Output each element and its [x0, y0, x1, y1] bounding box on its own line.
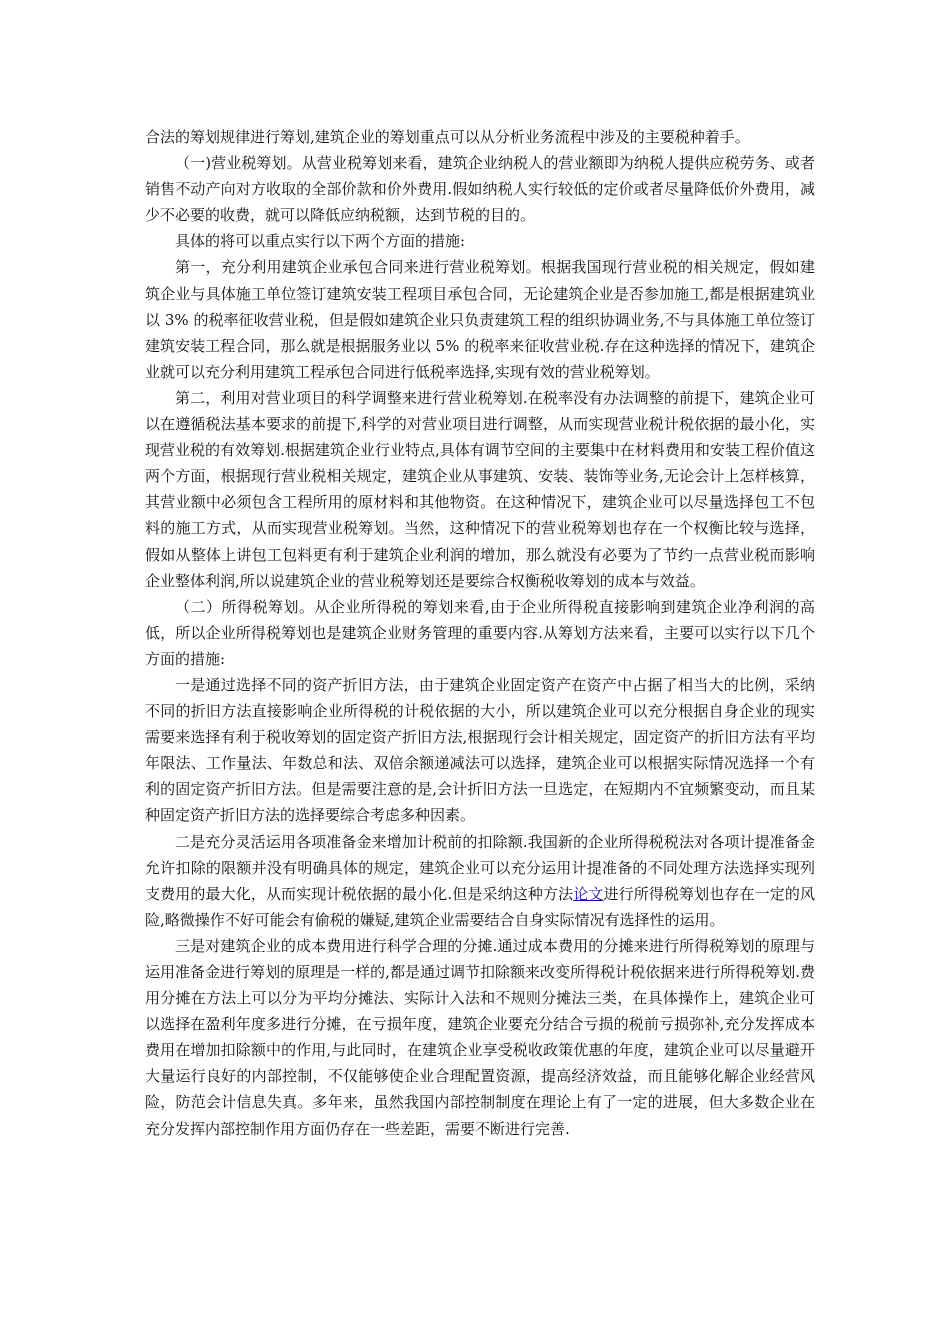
paragraph-measures-intro: 具体的将可以重点实行以下两个方面的措施:: [175, 232, 466, 251]
paragraph-intro: 合法的筹划规律进行筹划,建筑企业的筹划重点可以从分析业务流程中涉及的主要税种着手。: [145, 128, 750, 146]
paragraph-reserves-after: 进行所得税筹划也存在一定的风险,略微操作不好可能会有偷税的嫌疑,建筑企业需要结合自身实际情况有选择性的运用。: [145, 884, 815, 929]
thesis-link[interactable]: 论文: [573, 884, 604, 903]
paragraph-first-measure: 第一，充分利用建筑企业承包合同来进行营业税筹划。根据我国现行营业税的相关规定，假如建筑企业与具体施工单位签订建筑安装工程项目承包合同，无论建筑企业是否参加施工,都是根据建筑业以 3% 的税率征收营业税，但是假如建筑企业只负责建筑工程的组织协调业务,不与具体施工单位签订建筑安装工程合同，那么就是根据服务业以 5% 的税率来征收营业税.存在这种选择的情况下，建筑企业就可以充分利用建筑工程承包合同进行低税率选择,实现有效的营业税筹划。: [145, 258, 815, 381]
document-body: [145, 124, 815, 1142]
paragraph-reserves-before: 二是充分灵活运用各项准备金来增加计税前的扣除额.我国新的企业所得税税法对各项计提准备金允许扣除的限额并没有明确具体的规定，建筑企业可以充分运用计提准备的不同处理方法选择实现列支费用的最大化，从而实现计税依据的最小化.但是采纳这种方法: [145, 832, 815, 903]
paragraph-income-tax: （二）所得税筹划。从企业所得税的筹划来看,由于企业所得税直接影响到建筑企业净利润的高低，所以企业所得税筹划也是建筑企业财务管理的重要内容.从筹划方法来看，主要可以实行以下几个方面的措施:: [145, 597, 815, 668]
paragraph-second-measure: 第二，利用对营业项目的科学调整来进行营业税筹划.在税率没有办法调整的前提下，建筑企业可以在遵循税法基本要求的前提下,科学的对营业项目进行调整，从而实现营业税计税依据的最小化，实现营业税的有效筹划.根据建筑企业行业特点,具体有调节空间的主要集中在材料费用和安装工程价值这两个方面，根据现行营业税相关规定，建筑企业从事建筑、安装、装饰等业务,无论会计上怎样核算，其营业额中必须包含工程所用的原材料和其他物资。在这种情况下，建筑企业可以尽量选择包工不包料的施工方式，从而实现营业税筹划。当然，这种情况下的营业税筹划也存在一个权衡比较与选择，假如从整体上讲包工包料更有利于建筑企业利润的增加，那么就没有必要为了节约一点营业税而影响企业整体利润,所以说建筑企业的营业税筹划还是要综合权衡税收筹划的成本与效益。: [145, 388, 815, 590]
paragraph-cost-allocation: 三是对建筑企业的成本费用进行科学合理的分摊.通过成本费用的分摊来进行所得税筹划的原理与运用准备金进行筹划的原理是一样的,都是通过调节扣除额来改变所得税计税依据来进行所得税筹划.费用分摊在方法上可以分为平均分摊法、实际计入法和不规则分摊法三类，在具体操作上，建筑企业可以选择在盈利年度多进行分摊，在亏损年度，建筑企业要充分结合亏损的税前亏损弥补,充分发挥成本费用在增加扣除额中的作用,与此同时，在建筑企业享受税收政策优惠的年度，建筑企业可以尽量避开大量运行良好的内部控制，不仅能够使企业合理配置资源，提高经济效益，而且能够化解企业经营风险，防范会计信息失真。多年来，虽然我国内部控制制度在理论上有了一定的进展，但大多数企业在充分发挥内部控制作用方面仍存在一些差距，需要不断进行完善.: [145, 936, 815, 1138]
paragraph-business-tax: （一)营业税筹划。从营业税筹划来看，建筑企业纳税人的营业额即为纳税人提供应税劳务、或者销售不动产向对方收取的全部价款和价外费用.假如纳税人实行较低的定价或者尽量降低价外费用，减少不必要的收费，就可以降低应纳税额，达到节税的目的。: [145, 154, 815, 225]
paragraph-reserves: [145, 829, 815, 933]
paragraph-depreciation: 一是通过选择不同的资产折旧方法，由于建筑企业固定资产在资产中占据了相当大的比例，采纳不同的折旧方法直接影响企业所得税的计税依据的大小，所以建筑企业可以充分根据自身企业的现实需要来选择有利于税收筹划的固定资产折旧方法,根据现行会计相关规定，固定资产的折旧方法有平均年限法、工作量法、年数总和法、双倍余额递减法可以选择，建筑企业可以根据实际情况选择一个有利的固定资产折旧方法。但是需要注意的是,会计折旧方法一旦选定，在短期内不宜频繁变动，而且某种固定资产折旧方法的选择要综合考虑多种因素。: [145, 675, 815, 825]
